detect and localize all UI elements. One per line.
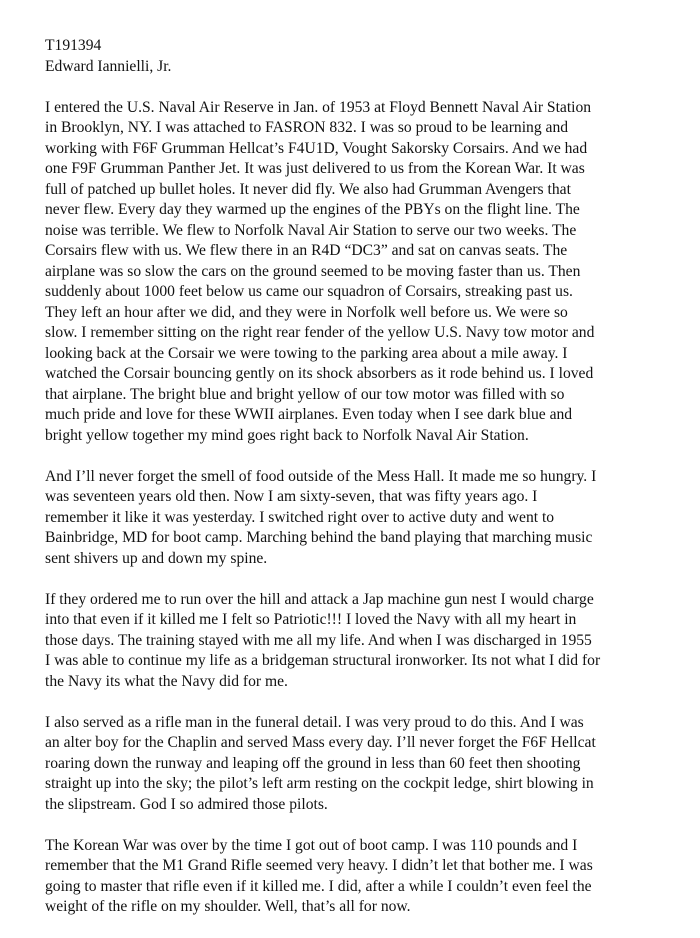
document-page <box>45 36 685 938</box>
text-line: slow. I remember sitting on the right rear fender of the yellow U.S. Navy tow motor and <box>45 324 595 341</box>
paragraph-2 <box>45 467 685 570</box>
text-line: weight of the rifle on my shoulder. Well, that’s all for now. <box>45 898 411 915</box>
document-id: T191394 <box>45 37 102 54</box>
text-line: I was able to continue my life as a bridgeman structural ironworker. Its not what I did for <box>45 652 601 669</box>
text-line: never flew. Every day they warmed up the engines of the PBYs on the flight line. The <box>45 201 580 218</box>
text-line: bright yellow together my mind goes right back to Norfolk Naval Air Station. <box>45 426 529 444</box>
text-line: If they ordered me to run over the hill and attack a Jap machine gun nest I would charge <box>45 590 594 608</box>
paragraph-4 <box>45 713 685 816</box>
text-line: those days. The training stayed with me all my life. And when I was discharged in 1955 <box>45 631 592 649</box>
text-line: the Navy its what the Navy did for me. <box>45 672 288 690</box>
text-line: suddenly about 1000 feet below us came our squadron of Corsairs, streaking past us. <box>45 283 573 300</box>
text-line: remember that the M1 Grand Rifle seemed very heavy. I didn’t let that bother me. I was <box>45 857 593 874</box>
text-line: noise was terrible. We flew to Norfolk Naval Air Station to serve our two weeks. The <box>45 221 577 239</box>
text-line: working with F6F Grumman Hellcat’s F4U1D, Vought Sakorsky Corsairs. And we had <box>45 139 588 157</box>
text-line: Bainbridge, MD for boot camp. Marching behind the band playing that marching music <box>45 529 593 546</box>
text-line: the slipstream. God I so admired those pilots. <box>45 795 328 813</box>
text-line: They left an hour after we did, and they were in Norfolk well before us. We were so <box>45 303 568 321</box>
text-line: Corsairs flew with us. We flew there in an R4D “DC3” and sat on canvas seats. The <box>45 242 568 259</box>
text-line: airplane was so slow the cars on the ground seemed to be moving faster than us. Then <box>45 262 581 280</box>
text-line: remember it like it was yesterday. I switched right over to active duty and went to <box>45 508 555 526</box>
text-line: one F9F Grumman Panther Jet. It was just delivered to us from the Korean War. It was <box>45 160 585 177</box>
document-header <box>45 36 685 77</box>
text-line: was seventeen years old then. Now I am sixty-seven, that was fifty years ago. I <box>45 488 538 505</box>
text-line: that airplane. The bright blue and bright yellow of our tow motor was filled with so <box>45 385 565 403</box>
text-line: in Brooklyn, NY. I was attached to FASRON 832. I was so proud to be learning and <box>45 119 569 136</box>
text-line: full of patched up bullet holes. It never did fly. We also had Grumman Avengers that <box>45 180 571 198</box>
paragraph-1 <box>45 98 685 447</box>
text-line: The Korean War was over by the time I got out of boot camp. I was 110 pounds and I <box>45 836 578 854</box>
text-line: sent shivers up and down my spine. <box>45 549 268 567</box>
text-line: And I’ll never forget the smell of food outside of the Mess Hall. It made me so hungry. I <box>45 467 597 485</box>
text-line: much pride and love for these WWII airplanes. Even today when I see dark blue and <box>45 406 573 423</box>
text-line: into that even if it killed me I felt so Patriotic!!! I loved the Navy with all my heart in <box>45 611 577 628</box>
text-line: straight up into the sky; the pilot’s left arm resting on the cockpit ledge, shirt blowing in <box>45 775 594 792</box>
author-name: Edward Iannielli, Jr. <box>45 57 172 75</box>
text-line: watched the Corsair bouncing gently on its shock absorbers as it rode behind us. I loved <box>45 365 594 382</box>
text-line: going to master that rifle even if it killed me. I did, after a while I couldn’t even feel the <box>45 877 592 895</box>
text-line: I also served as a rifle man in the funeral detail. I was very proud to do this. And I was <box>45 713 584 731</box>
text-line: roaring down the runway and leaping off the ground in less than 60 feet then shooting <box>45 754 581 772</box>
text-line: I entered the U.S. Naval Air Reserve in Jan. of 1953 at Floyd Bennett Naval Air Station <box>45 98 592 116</box>
text-line: an alter boy for the Chaplin and served Mass every day. I’ll never forget the F6F Hellcat <box>45 734 596 751</box>
text-line: looking back at the Corsair we were towing to the parking area about a mile away. I <box>45 344 568 362</box>
document-body <box>45 98 685 918</box>
paragraph-3 <box>45 590 685 693</box>
